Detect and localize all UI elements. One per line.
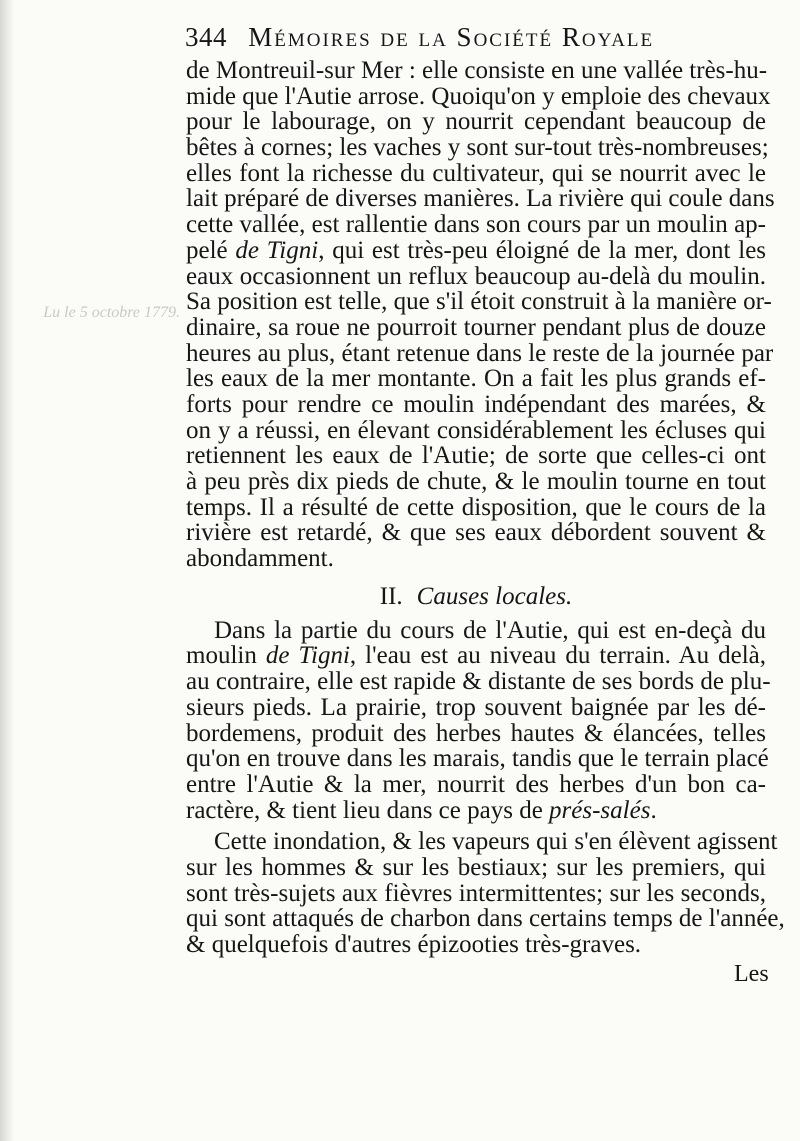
text-line: bordemens, produit des herbes hautes & élancées, telles bbox=[186, 719, 766, 747]
paragraph-3 bbox=[186, 828, 785, 958]
text-line: entre l'Autie & la mer, nourrit des herbes d'un bon ca- bbox=[186, 770, 766, 798]
italic-phrase: prés-salés bbox=[549, 796, 651, 824]
italic-phrase: de Tigni bbox=[235, 236, 319, 264]
section-title: Causes locales. bbox=[416, 582, 573, 610]
text-line: bêtes à cornes; les vaches y sont sur-tout très-nombreuses; bbox=[186, 134, 769, 162]
text-line: forts pour rendre ce moulin indépendant des marées, & bbox=[186, 390, 766, 418]
text-line: à peu près dix pieds de chute, & le moulin tourne en tout bbox=[186, 468, 766, 495]
text-line: au contraire, elle est rapide & distante de ses bords de plu- bbox=[186, 668, 771, 696]
text-line: pour le labourage, on y nourrit cependant beaucoup de bbox=[186, 108, 766, 136]
text-line: qui sont attaqués de charbon dans certains temps de l'année, bbox=[186, 905, 785, 933]
section-numeral: II. bbox=[379, 582, 403, 610]
text-line: dinaire, sa roue ne pourroit tourner pendant plus de douze bbox=[186, 313, 766, 341]
page-header bbox=[185, 22, 765, 53]
paragraph-2 bbox=[186, 616, 771, 824]
text-line: moulin de Tigni, l'eau est au niveau du terrain. Au delà, bbox=[186, 642, 766, 670]
italic-phrase: de Tigni bbox=[265, 642, 350, 670]
text-line: retiennent les eaux de l'Autie; de sorte que celles-ci ont bbox=[186, 442, 766, 470]
text-line: sur les hommes & sur les bestiaux; sur les premiers, qui bbox=[186, 853, 766, 881]
text-line: temps. Il a résulté de cette disposition, que le cours de la bbox=[186, 493, 766, 521]
text-line: ractère, & tient lieu dans ce pays de prés-salés. bbox=[186, 796, 657, 824]
text-line: & quelquefois d'autres épizooties très-graves. bbox=[186, 931, 642, 958]
text-line: rivière est retardé, & que ses eaux débordent souvent & bbox=[186, 519, 766, 547]
text-line: sieurs pieds. La prairie, trop souvent baignée par les dé- bbox=[186, 693, 766, 721]
text-line: Dans la partie du cours de l'Autie, qui est en-deçà du bbox=[214, 616, 766, 644]
paragraph-1 bbox=[186, 57, 775, 573]
section-heading bbox=[186, 572, 766, 618]
text-line: abondamment. bbox=[186, 545, 334, 573]
text-line: on y a réussi, en élevant considérablement les écluses qui bbox=[186, 416, 766, 444]
text-line: cette vallée, est rallentie dans son cours par un moulin ap- bbox=[186, 211, 766, 239]
margin-note: Lu le 5 octobre 1779. bbox=[43, 304, 180, 321]
text-line: elles font la richesse du cultivateur, qui se nourrit avec le bbox=[186, 159, 766, 187]
body-text bbox=[186, 57, 785, 958]
text-line: de Montreuil-sur Mer : elle consiste en une vallée très-hu- bbox=[186, 57, 768, 84]
text-line: qu'on en trouve dans les marais, tandis que le terrain placé bbox=[186, 745, 769, 773]
running-title: Mémoires de la Société Royale bbox=[248, 22, 655, 52]
page-gutter-shadow bbox=[0, 0, 14, 1141]
text-line: lait préparé de diverses manières. La rivière qui coule dans bbox=[186, 185, 775, 213]
text-line: heures au plus, étant retenue dans le reste de la journée par bbox=[186, 339, 774, 367]
text-line: mide que l'Autie arrose. Quoiqu'on y emploie des chevaux bbox=[186, 82, 771, 110]
text-line: eaux occasionnent un reflux beaucoup au-delà du moulin. bbox=[186, 262, 766, 290]
text-line: Sa position est telle, que s'il étoit construit à la manière or- bbox=[186, 288, 772, 316]
page-number: 344 bbox=[185, 22, 227, 52]
text-line: pelé de Tigni, qui est très-peu éloigné de la mer, dont les bbox=[186, 236, 767, 264]
text-line: Cette inondation, & les vapeurs qui s'en élèvent agissent bbox=[214, 828, 778, 856]
text-line: sont très-sujets aux fièvres intermittentes; sur les seconds, bbox=[186, 879, 766, 907]
catchword: Les bbox=[734, 961, 769, 987]
text-line: les eaux de la mer montante. On a fait les plus grands ef- bbox=[186, 365, 766, 393]
